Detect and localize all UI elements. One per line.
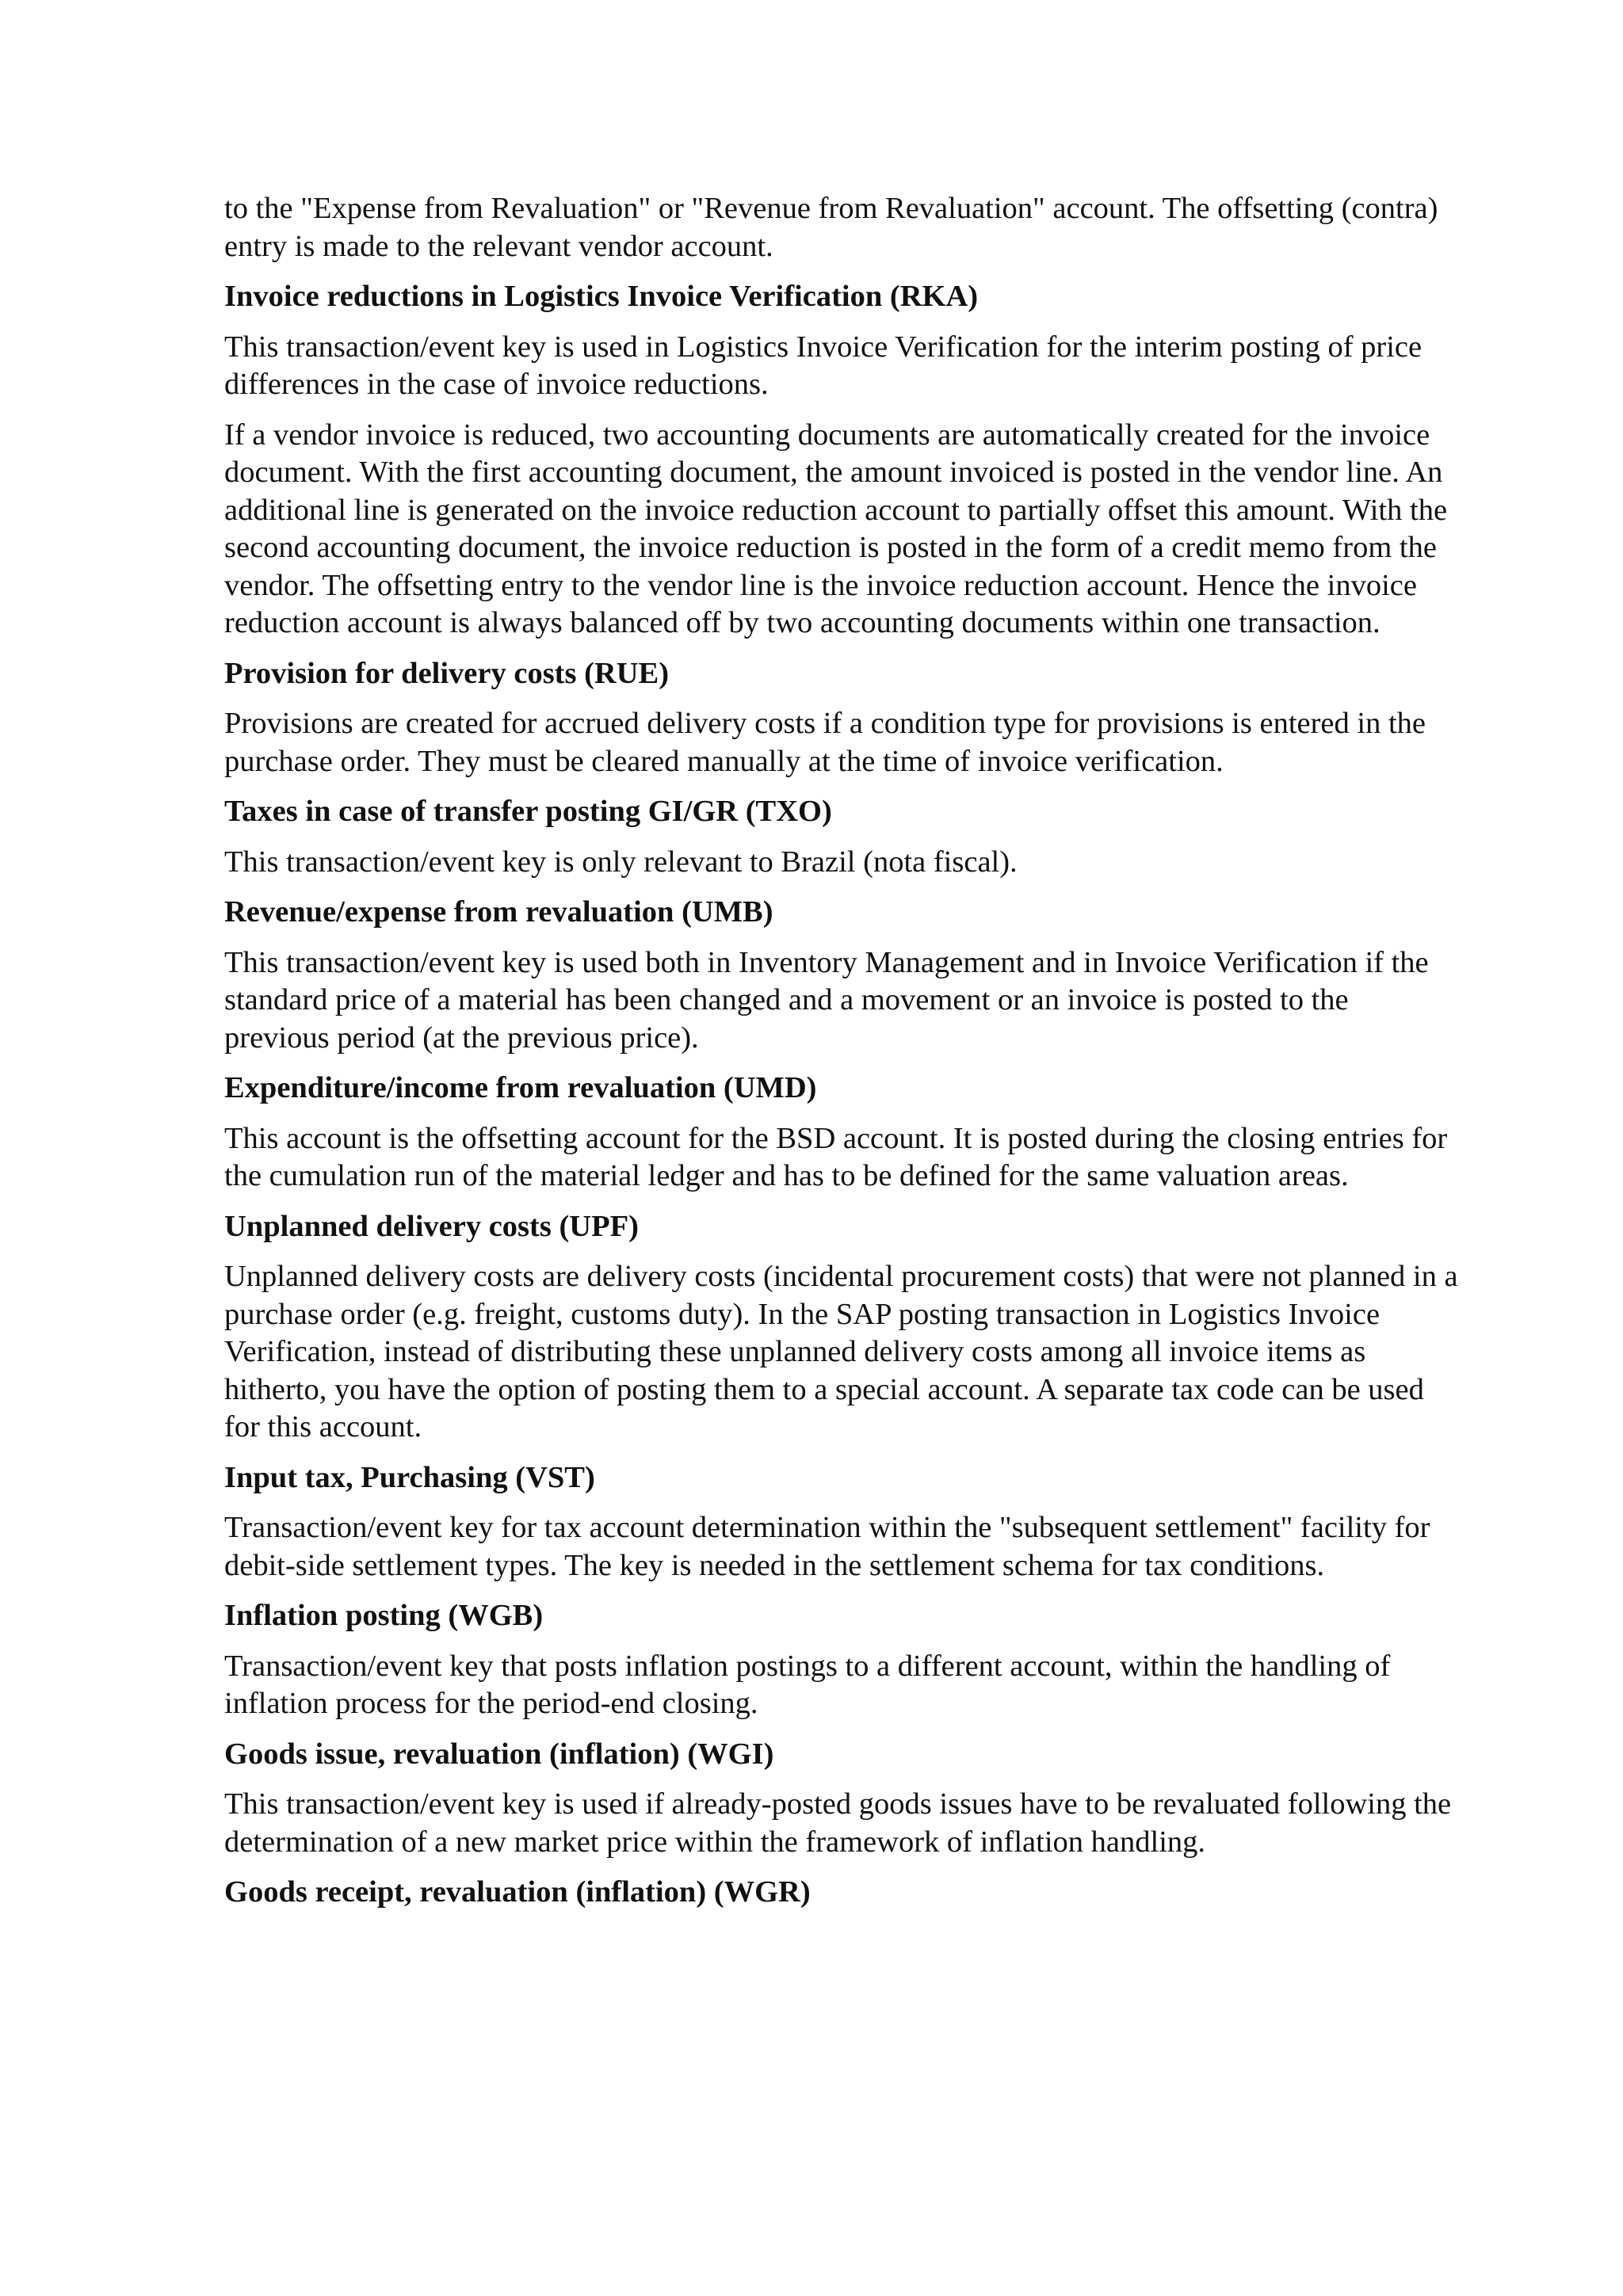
paragraph-rka-2: If a vendor invoice is reduced, two accounting documents are automatically created for the invoice document. With the first accounting document, the amount invoiced is posted in the vendor line. An additional line is generated on the invoice reduction account to partially offset this amount. With the second accounting document, the invoice reduction is posted in the form of a credit memo from the vendor. The offsetting entry to the vendor line is the invoice reduction account. Hence the invoice reduction account is always balanced off by two accounting documents within one transaction. bbox=[224, 418, 1448, 639]
paragraph-txo-1: This transaction/event key is only relevant to Brazil (nota fiscal). bbox=[224, 845, 1018, 879]
paragraph-upf-1: Unplanned delivery costs are delivery costs (incidental procurement costs) that were not planned in a purchase order (e.g. freight, customs duty). In the SAP posting transaction in Logistics Invoice Verification, instead of distributing these unplanned delivery costs among all invoice items as hitherto, you have the option of posting them to a special account. A separate tax code can be used for this account. bbox=[224, 1260, 1458, 1444]
heading-wgi: Goods issue, revaluation (inflation) (WGI) bbox=[224, 1737, 774, 1771]
paragraph-vst-1: Transaction/event key for tax account determination within the "subsequent settlement" facility for debit-side settlement types. The key is needed in the settlement schema for tax conditions. bbox=[224, 1511, 1430, 1582]
document-page bbox=[224, 190, 1461, 1924]
heading-rue: Provision for delivery costs (RUE) bbox=[224, 656, 670, 690]
heading-umb: Revenue/expense from revaluation (UMB) bbox=[224, 895, 773, 929]
intro-paragraph: to the "Expense from Revaluation" or "Revenue from Revaluation" account. The offsetting (contra) entry is made to the relevant vendor account. bbox=[224, 192, 1438, 263]
heading-rka: Invoice reductions in Logistics Invoice Verification (RKA) bbox=[224, 280, 979, 313]
heading-wgb: Inflation posting (WGB) bbox=[224, 1599, 544, 1632]
heading-upf: Unplanned delivery costs (UPF) bbox=[224, 1209, 639, 1243]
heading-wgr: Goods receipt, revaluation (inflation) (WGR) bbox=[224, 1875, 811, 1909]
paragraph-wgi-1: This transaction/event key is used if already-posted goods issues have to be revaluated following the determination of a new market price within the framework of inflation handling. bbox=[224, 1787, 1452, 1859]
paragraph-umd-1: This account is the offsetting account for the BSD account. It is posted during the closing entries for the cumulation run of the material ledger and has to be defined for the same valuation areas. bbox=[224, 1121, 1448, 1192]
heading-vst: Input tax, Purchasing (VST) bbox=[224, 1460, 595, 1494]
heading-txo: Taxes in case of transfer posting GI/GR (TXO) bbox=[224, 795, 832, 828]
heading-umd: Expenditure/income from revaluation (UMD) bbox=[224, 1071, 817, 1104]
paragraph-rka-1: This transaction/event key is used in Logistics Invoice Verification for the interim posting of price differences in the case of invoice reductions. bbox=[224, 330, 1423, 401]
paragraph-umb-1: This transaction/event key is used both in Inventory Management and in Invoice Verification if the standard price of a material has been changed and a movement or an invoice is posted to the previous period (at the previous price). bbox=[224, 945, 1429, 1055]
paragraph-wgb-1: Transaction/event key that posts inflation postings to a different account, within the handling of inflation process for the period-end closing. bbox=[224, 1649, 1391, 1720]
paragraph-rue-1: Provisions are created for accrued delivery costs if a condition type for provisions is entered in the purchase order. They must be cleared manually at the time of invoice verification. bbox=[224, 707, 1426, 778]
